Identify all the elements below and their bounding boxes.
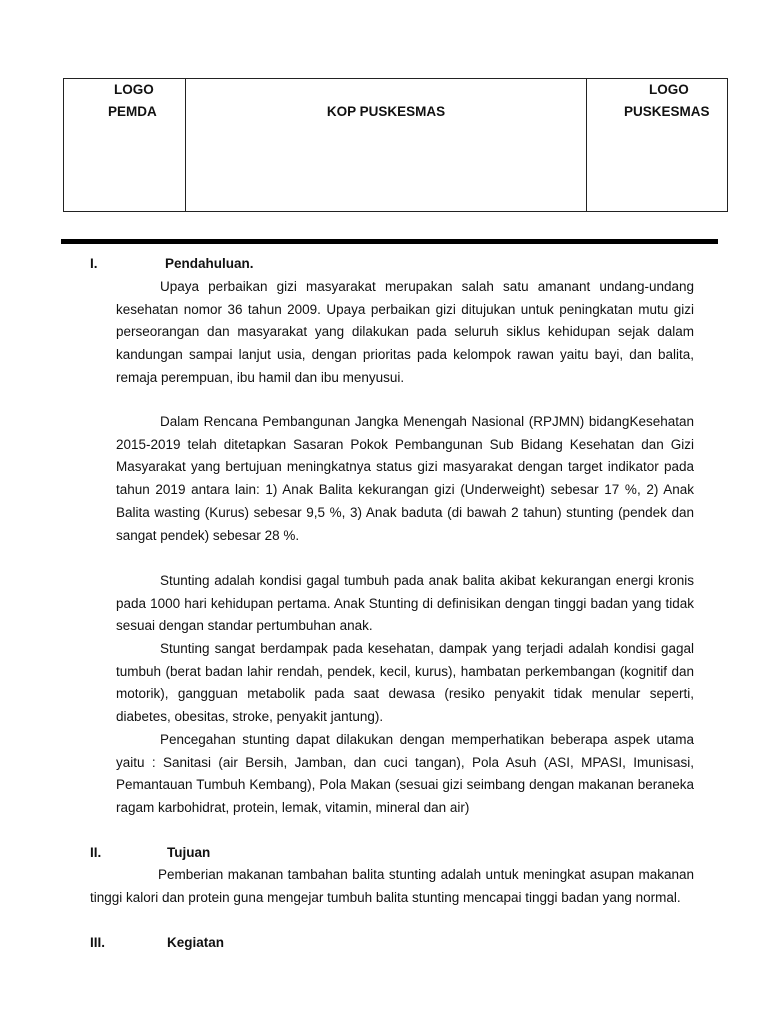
header-divider: [61, 239, 718, 244]
paragraph-rpjmn: Dalam Rencana Pembangunan Jangka Menengah Nasional (RPJMN) bidangKesehatan 2015-2019 telah ditetapkan Sasaran Pokok Pembangunan Sub Bidang Kesehatan dan Gizi Masyarakat yang bertujuan meningkatnya status gizi masyarakat dengan target indikator pada tahun 2019 antara lain: 1) Anak Balita kekurangan gizi (Underweight) sebesar 17 %, 2) Anak Balita wasting (Kurus) sebesar 9,5 %, 3) Anak baduta (di bawah 2 tahun) stunting (pendek dan sangat pendek) sebesar 28 %.: [116, 414, 694, 543]
paragraph-tujuan: Pemberian makanan tambahan balita stunting adalah untuk meningkat asupan makanan tinggi kalori dan protein guna mengejar tumbuh balita stunting mencapai tinggi badan yang normal.: [90, 867, 694, 905]
paragraph-definisi-stunting: Stunting adalah kondisi gagal tumbuh pada anak balita akibat kekurangan energi kronis pada 1000 hari kehidupan pertama. Anak Stunting di definisikan dengan tinggi badan yang tidak sesuai dengan standar pertumbuhan anak.: [116, 573, 694, 634]
kop-puskesmas-title: KOP PUSKESMAS: [326, 104, 446, 119]
paragraph-dampak-stunting: Stunting sangat berdampak pada kesehatan, dampak yang terjadi adalah kondisi gagal tumbuh (berat badan lahir rendah, pendek, kecil, kurus), hambatan perkembangan (kognitif dan motorik), gangguan metabolik pada saat dewasa (resiko penyakit tidak menular seperti, diabetes, obesitas, stroke, penyakit jantung).: [116, 641, 694, 725]
logo-puskesmas-line2: PUSKESMAS: [624, 104, 710, 119]
section-title: Pendahuluan.: [165, 256, 254, 271]
paragraph-upaya-perbaikan: Upaya perbaikan gizi masyarakat merupakan salah satu amanant undang-undang kesehatan nomor 36 tahun 2009. Upaya perbaikan gizi ditujukan untuk peningkatan mutu gizi perseorangan dan masyarakat yang dilakukan pada seluruh siklus kehidupan sejak dalam kandungan sampai lanjut usia, dengan prioritas pada kelompok rawan yaitu bayi, dan balita, remaja perempuan, ibu hamil dan ibu menyusui.: [116, 279, 694, 385]
letterhead-table: [63, 78, 728, 212]
section-number: III.: [90, 935, 106, 950]
section-tujuan-heading: [90, 842, 340, 864]
paragraph-pencegahan-stunting: Pencegahan stunting dapat dilakukan dengan memperhatikan beberapa aspek utama yaitu : Sanitasi (air Bersih, Jamban, dan cuci tangan), Pola Asuh (ASI, MPASI, Imunisasi, Pemantauan Tumbuh Kembang), Pola Makan (sesuai gizi seimbang dengan makanan beraneka ragam karbohidrat, protein, lemak, vitamin, mineral dan air): [116, 732, 694, 816]
logo-puskesmas-cell: [587, 79, 728, 212]
logo-pemda-cell: [64, 79, 186, 212]
logo-puskesmas-line1: LOGO: [649, 82, 689, 97]
section-number: II.: [90, 845, 102, 860]
logo-pemda-line1: LOGO: [114, 82, 154, 97]
section-title: Kegiatan: [167, 935, 225, 950]
section-number: I.: [90, 256, 98, 271]
section-title: Tujuan: [167, 845, 211, 860]
kop-puskesmas-cell: [186, 79, 587, 212]
section-kegiatan-heading: [90, 932, 340, 954]
section-pendahuluan-heading: [90, 253, 340, 275]
logo-pemda-line2: PEMDA: [108, 104, 157, 119]
